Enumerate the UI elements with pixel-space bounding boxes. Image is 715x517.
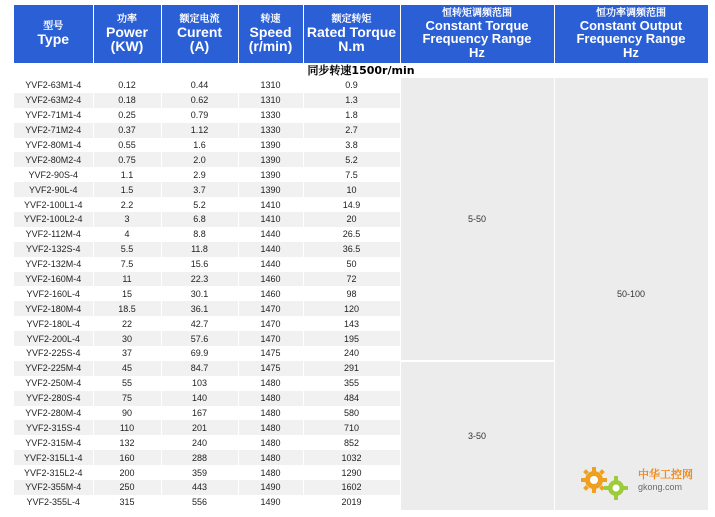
speed-cell: 1410 [238, 197, 303, 212]
power-cell: 75 [93, 391, 161, 406]
power-cell: 315 [93, 495, 161, 510]
rated-torque-cell: 5.2 [303, 152, 400, 167]
type-cell: YVF2-225S-4 [14, 346, 93, 361]
current-cell: 556 [161, 495, 238, 510]
speed-cell: 1410 [238, 212, 303, 227]
power-cell: 7.5 [93, 257, 161, 272]
power-cell: 0.37 [93, 123, 161, 138]
power-cell: 15 [93, 286, 161, 301]
power-cell: 45 [93, 361, 161, 376]
type-cell: YVF2-71M1-4 [14, 108, 93, 123]
type-cell: YVF2-160M-4 [14, 272, 93, 287]
current-cell: 140 [161, 391, 238, 406]
rated-torque-cell: 14.9 [303, 197, 400, 212]
type-cell: YVF2-63M2-4 [14, 93, 93, 108]
power-cell: 3 [93, 212, 161, 227]
power-cell: 90 [93, 406, 161, 421]
rated-torque-cell: 26.5 [303, 227, 400, 242]
power-cell: 11 [93, 272, 161, 287]
rated-torque-cell: 36.5 [303, 242, 400, 257]
speed-cell: 1480 [238, 391, 303, 406]
current-cell: 443 [161, 480, 238, 495]
rated-torque-cell: 195 [303, 331, 400, 346]
current-cell: 5.2 [161, 197, 238, 212]
type-cell: YVF2-280S-4 [14, 391, 93, 406]
speed-cell: 1480 [238, 376, 303, 391]
rated-torque-cell: 1.3 [303, 93, 400, 108]
header-constant-torque-range: 恒转矩调频范围 Constant Torque Frequency Range Hz [400, 5, 554, 64]
speed-cell: 1480 [238, 465, 303, 480]
power-cell: 30 [93, 331, 161, 346]
type-cell: YVF2-112M-4 [14, 227, 93, 242]
type-cell: YVF2-132M-4 [14, 257, 93, 272]
current-cell: 22.3 [161, 272, 238, 287]
current-cell: 0.62 [161, 93, 238, 108]
speed-cell: 1470 [238, 331, 303, 346]
speed-cell: 1390 [238, 138, 303, 153]
rated-torque-cell: 710 [303, 420, 400, 435]
current-cell: 11.8 [161, 242, 238, 257]
header-current: 额定电流 Curent (A) [161, 5, 238, 64]
header-row [14, 5, 708, 64]
power-cell: 110 [93, 420, 161, 435]
power-cell: 18.5 [93, 301, 161, 316]
type-cell: YVF2-355L-4 [14, 495, 93, 510]
speed-cell: 1470 [238, 316, 303, 331]
current-cell: 30.1 [161, 286, 238, 301]
current-cell: 201 [161, 420, 238, 435]
current-cell: 167 [161, 406, 238, 421]
speed-cell: 1480 [238, 435, 303, 450]
rated-torque-cell: 240 [303, 346, 400, 361]
rated-torque-cell: 1290 [303, 465, 400, 480]
spec-table-body [14, 78, 708, 510]
header-speed: 转速 Speed (r/min) [238, 5, 303, 64]
type-cell: YVF2-180L-4 [14, 316, 93, 331]
rated-torque-cell: 2019 [303, 495, 400, 510]
power-cell: 0.18 [93, 93, 161, 108]
speed-cell: 1490 [238, 480, 303, 495]
current-cell: 240 [161, 435, 238, 450]
rated-torque-cell: 3.8 [303, 138, 400, 153]
current-cell: 2.9 [161, 167, 238, 182]
rated-torque-cell: 1032 [303, 450, 400, 465]
type-cell: YVF2-250M-4 [14, 376, 93, 391]
current-cell: 0.79 [161, 108, 238, 123]
speed-cell: 1440 [238, 227, 303, 242]
speed-cell: 1330 [238, 108, 303, 123]
header-constant-output-range: 恒功率调频范围 Constant Output Frequency Range Hz [554, 5, 708, 64]
speed-cell: 1475 [238, 346, 303, 361]
constant-torque-range-cell: 5-50 [400, 78, 554, 361]
current-cell: 36.1 [161, 301, 238, 316]
speed-cell: 1330 [238, 123, 303, 138]
current-cell: 8.8 [161, 227, 238, 242]
rated-torque-cell: 72 [303, 272, 400, 287]
rated-torque-cell: 7.5 [303, 167, 400, 182]
type-cell: YVF2-315M-4 [14, 435, 93, 450]
speed-cell: 1480 [238, 450, 303, 465]
rated-torque-cell: 120 [303, 301, 400, 316]
type-cell: YVF2-355M-4 [14, 480, 93, 495]
current-cell: 84.7 [161, 361, 238, 376]
speed-cell: 1390 [238, 182, 303, 197]
type-cell: YVF2-80M1-4 [14, 138, 93, 153]
current-cell: 15.6 [161, 257, 238, 272]
speed-cell: 1390 [238, 167, 303, 182]
power-cell: 132 [93, 435, 161, 450]
type-cell: YVF2-132S-4 [14, 242, 93, 257]
type-cell: YVF2-200L-4 [14, 331, 93, 346]
header-rated-torque: 额定转矩 Rated Torque N.m [303, 5, 400, 64]
rated-torque-cell: 484 [303, 391, 400, 406]
current-cell: 57.6 [161, 331, 238, 346]
watermark-domain-text: gkong.com [638, 482, 683, 492]
type-cell: YVF2-90L-4 [14, 182, 93, 197]
type-cell: YVF2-71M2-4 [14, 123, 93, 138]
power-cell: 55 [93, 376, 161, 391]
rated-torque-cell: 20 [303, 212, 400, 227]
watermark-cn-text: 中华工控网 [638, 468, 693, 481]
current-cell: 69.9 [161, 346, 238, 361]
gkong-watermark [580, 462, 700, 502]
current-cell: 359 [161, 465, 238, 480]
rated-torque-cell: 1602 [303, 480, 400, 495]
rated-torque-cell: 2.7 [303, 123, 400, 138]
rated-torque-cell: 10 [303, 182, 400, 197]
speed-cell: 1310 [238, 93, 303, 108]
current-cell: 6.8 [161, 212, 238, 227]
current-cell: 0.44 [161, 78, 238, 93]
spec-table-container [14, 5, 709, 510]
type-cell: YVF2-90S-4 [14, 167, 93, 182]
speed-cell: 1480 [238, 420, 303, 435]
speed-cell: 1460 [238, 272, 303, 287]
power-cell: 2.2 [93, 197, 161, 212]
power-cell: 0.25 [93, 108, 161, 123]
power-cell: 37 [93, 346, 161, 361]
subheader-row [14, 64, 708, 79]
type-cell: YVF2-100L1-4 [14, 197, 93, 212]
constant-output-range-cell: 50-100 [554, 78, 708, 510]
power-cell: 160 [93, 450, 161, 465]
power-cell: 200 [93, 465, 161, 480]
power-cell: 250 [93, 480, 161, 495]
type-cell: YVF2-160L-4 [14, 286, 93, 301]
type-cell: YVF2-80M2-4 [14, 152, 93, 167]
power-cell: 4 [93, 227, 161, 242]
speed-cell: 1440 [238, 257, 303, 272]
type-cell: YVF2-100L2-4 [14, 212, 93, 227]
speed-cell: 1480 [238, 406, 303, 421]
current-cell: 1.6 [161, 138, 238, 153]
type-cell: YVF2-315L1-4 [14, 450, 93, 465]
current-cell: 288 [161, 450, 238, 465]
speed-cell: 1440 [238, 242, 303, 257]
power-cell: 0.75 [93, 152, 161, 167]
header-power: 功率 Power (KW) [93, 5, 161, 64]
power-cell: 0.55 [93, 138, 161, 153]
sync-speed-subheader: 同步转速1500r/min [14, 64, 708, 79]
type-cell: YVF2-315S-4 [14, 420, 93, 435]
speed-cell: 1475 [238, 361, 303, 376]
type-cell: YVF2-225M-4 [14, 361, 93, 376]
rated-torque-cell: 0.9 [303, 78, 400, 93]
motor-spec-table [14, 5, 709, 510]
power-cell: 5.5 [93, 242, 161, 257]
speed-cell: 1460 [238, 286, 303, 301]
type-cell: YVF2-315L2-4 [14, 465, 93, 480]
rated-torque-cell: 291 [303, 361, 400, 376]
current-cell: 3.7 [161, 182, 238, 197]
rated-torque-cell: 1.8 [303, 108, 400, 123]
current-cell: 42.7 [161, 316, 238, 331]
power-cell: 0.12 [93, 78, 161, 93]
type-cell: YVF2-280M-4 [14, 406, 93, 421]
table-row [14, 78, 708, 93]
speed-cell: 1490 [238, 495, 303, 510]
speed-cell: 1390 [238, 152, 303, 167]
header-type: 型号 Type [14, 5, 93, 64]
speed-cell: 1470 [238, 301, 303, 316]
rated-torque-cell: 852 [303, 435, 400, 450]
current-cell: 103 [161, 376, 238, 391]
constant-torque-range-cell: 3-50 [400, 361, 554, 510]
rated-torque-cell: 98 [303, 286, 400, 301]
rated-torque-cell: 580 [303, 406, 400, 421]
rated-torque-cell: 143 [303, 316, 400, 331]
rated-torque-cell: 50 [303, 257, 400, 272]
gear-logo-icon [580, 466, 634, 500]
type-cell: YVF2-180M-4 [14, 301, 93, 316]
power-cell: 1.1 [93, 167, 161, 182]
current-cell: 1.12 [161, 123, 238, 138]
type-cell: YVF2-63M1-4 [14, 78, 93, 93]
power-cell: 22 [93, 316, 161, 331]
power-cell: 1.5 [93, 182, 161, 197]
speed-cell: 1310 [238, 78, 303, 93]
rated-torque-cell: 355 [303, 376, 400, 391]
current-cell: 2.0 [161, 152, 238, 167]
